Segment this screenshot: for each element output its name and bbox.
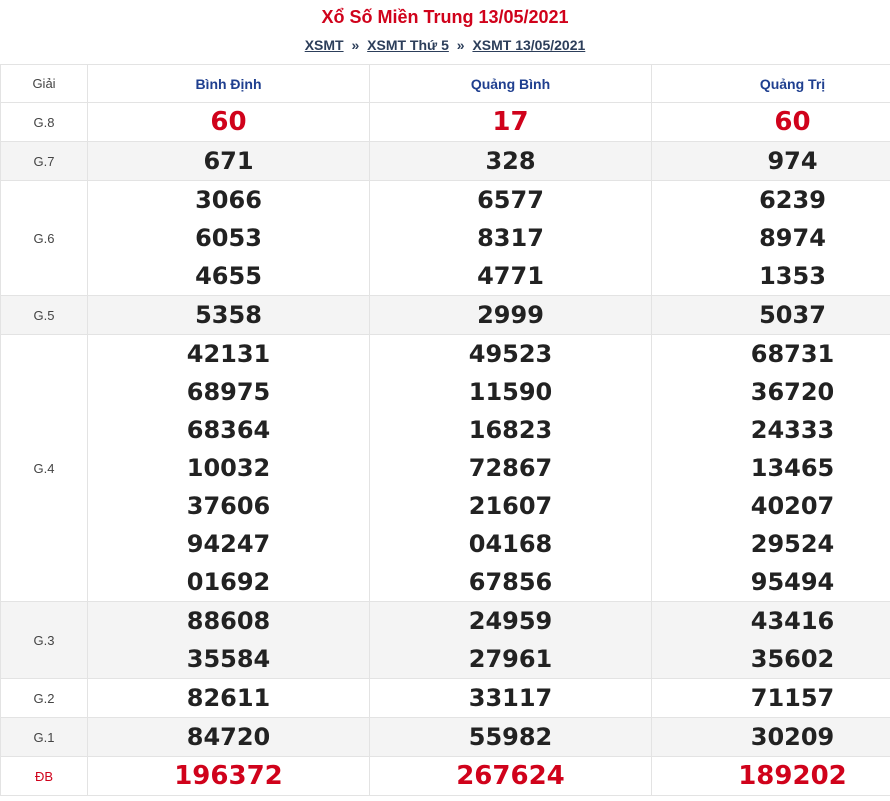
result-cell bbox=[370, 142, 652, 181]
page-header bbox=[0, 0, 890, 64]
result-number: 04168 bbox=[468, 530, 553, 558]
result-number: 82611 bbox=[186, 684, 271, 712]
result-number: 4655 bbox=[195, 262, 262, 290]
prize-label: G.8 bbox=[1, 103, 88, 142]
result-cell bbox=[370, 103, 652, 142]
result-cell bbox=[652, 602, 890, 679]
prize-label: G.1 bbox=[1, 718, 88, 757]
result-number: 3066 bbox=[195, 186, 262, 214]
result-number: 4771 bbox=[477, 262, 544, 290]
result-cell bbox=[88, 757, 370, 796]
breadcrumb-link-xsmt-thu-5[interactable]: XSMT Thứ 5 bbox=[367, 37, 449, 53]
result-number: 37606 bbox=[186, 492, 271, 520]
result-cell bbox=[88, 296, 370, 335]
breadcrumb-link-xsmt-date[interactable]: XSMT 13/05/2021 bbox=[472, 37, 586, 53]
prize-label: ĐB bbox=[1, 757, 88, 796]
result-number: 35584 bbox=[186, 645, 271, 673]
results-table bbox=[0, 64, 890, 796]
result-number: 974 bbox=[767, 147, 818, 175]
province-header-binh-dinh[interactable]: Bình Định bbox=[88, 65, 370, 103]
result-cell bbox=[370, 757, 652, 796]
result-number: 94247 bbox=[186, 530, 271, 558]
result-cell bbox=[88, 718, 370, 757]
prize-label: G.4 bbox=[1, 335, 88, 602]
result-number: 196372 bbox=[174, 761, 283, 791]
result-number: 17 bbox=[492, 107, 529, 137]
prize-label: G.5 bbox=[1, 296, 88, 335]
result-number: 16823 bbox=[468, 416, 553, 444]
prize-row bbox=[1, 757, 890, 796]
prize-label: G.6 bbox=[1, 181, 88, 296]
prize-row bbox=[1, 718, 890, 757]
province-header-quang-tri[interactable]: Quảng Trị bbox=[652, 65, 890, 103]
result-cell bbox=[88, 181, 370, 296]
result-number: 8974 bbox=[759, 224, 826, 252]
breadcrumb-separator: » bbox=[456, 37, 465, 53]
prize-row bbox=[1, 181, 890, 296]
result-number: 72867 bbox=[468, 454, 553, 482]
result-number: 5037 bbox=[759, 301, 826, 329]
result-number: 30209 bbox=[750, 723, 835, 751]
result-number: 5358 bbox=[195, 301, 262, 329]
prize-label: G.3 bbox=[1, 602, 88, 679]
result-number: 328 bbox=[485, 147, 536, 175]
prize-row bbox=[1, 679, 890, 718]
result-number: 6053 bbox=[195, 224, 262, 252]
result-number: 6239 bbox=[759, 186, 826, 214]
table-header-row bbox=[1, 65, 890, 103]
breadcrumb bbox=[0, 32, 890, 64]
prize-row bbox=[1, 142, 890, 181]
result-cell bbox=[88, 679, 370, 718]
result-number: 40207 bbox=[750, 492, 835, 520]
result-number: 49523 bbox=[468, 340, 553, 368]
page-title: Xổ Số Miền Trung 13/05/2021 bbox=[321, 7, 569, 27]
result-number: 88608 bbox=[186, 607, 271, 635]
result-number: 68731 bbox=[750, 340, 835, 368]
result-number: 01692 bbox=[186, 568, 271, 596]
result-number: 60 bbox=[774, 107, 811, 137]
result-cell bbox=[652, 142, 890, 181]
result-cell bbox=[370, 181, 652, 296]
result-number: 1353 bbox=[759, 262, 826, 290]
prize-row bbox=[1, 296, 890, 335]
prize-row bbox=[1, 335, 890, 602]
result-number: 42131 bbox=[186, 340, 271, 368]
results-body bbox=[1, 103, 890, 796]
result-cell bbox=[652, 679, 890, 718]
result-number: 6577 bbox=[477, 186, 544, 214]
result-number: 36720 bbox=[750, 378, 835, 406]
result-number: 29524 bbox=[750, 530, 835, 558]
result-cell bbox=[652, 718, 890, 757]
result-number: 33117 bbox=[468, 684, 553, 712]
result-cell bbox=[88, 103, 370, 142]
result-number: 2999 bbox=[477, 301, 544, 329]
result-number: 24333 bbox=[750, 416, 835, 444]
prize-row bbox=[1, 103, 890, 142]
result-number: 10032 bbox=[186, 454, 271, 482]
breadcrumb-link-xsmt[interactable]: XSMT bbox=[304, 37, 344, 53]
province-header-quang-binh[interactable]: Quảng Bình bbox=[370, 65, 652, 103]
result-cell bbox=[652, 103, 890, 142]
result-number: 68975 bbox=[186, 378, 271, 406]
prize-label: G.2 bbox=[1, 679, 88, 718]
result-number: 60 bbox=[210, 107, 247, 137]
result-number: 13465 bbox=[750, 454, 835, 482]
result-number: 84720 bbox=[186, 723, 271, 751]
prize-label: G.7 bbox=[1, 142, 88, 181]
result-number: 21607 bbox=[468, 492, 553, 520]
result-cell bbox=[652, 757, 890, 796]
result-number: 68364 bbox=[186, 416, 271, 444]
result-number: 67856 bbox=[468, 568, 553, 596]
result-number: 71157 bbox=[750, 684, 835, 712]
result-cell bbox=[370, 335, 652, 602]
result-cell bbox=[370, 679, 652, 718]
result-number: 189202 bbox=[738, 761, 847, 791]
prize-column-header: Giải bbox=[1, 65, 88, 103]
result-number: 27961 bbox=[468, 645, 553, 673]
result-cell bbox=[370, 602, 652, 679]
result-number: 55982 bbox=[468, 723, 553, 751]
breadcrumb-separator: » bbox=[351, 37, 360, 53]
result-cell bbox=[88, 602, 370, 679]
result-number: 43416 bbox=[750, 607, 835, 635]
result-cell bbox=[652, 335, 890, 602]
result-number: 267624 bbox=[456, 761, 565, 791]
result-cell bbox=[652, 296, 890, 335]
result-cell bbox=[652, 181, 890, 296]
result-number: 95494 bbox=[750, 568, 835, 596]
result-cell bbox=[88, 335, 370, 602]
result-cell bbox=[88, 142, 370, 181]
result-number: 8317 bbox=[477, 224, 544, 252]
result-number: 24959 bbox=[468, 607, 553, 635]
prize-row bbox=[1, 602, 890, 679]
result-number: 671 bbox=[203, 147, 254, 175]
result-cell bbox=[370, 296, 652, 335]
result-cell bbox=[370, 718, 652, 757]
result-number: 11590 bbox=[468, 378, 553, 406]
result-number: 35602 bbox=[750, 645, 835, 673]
